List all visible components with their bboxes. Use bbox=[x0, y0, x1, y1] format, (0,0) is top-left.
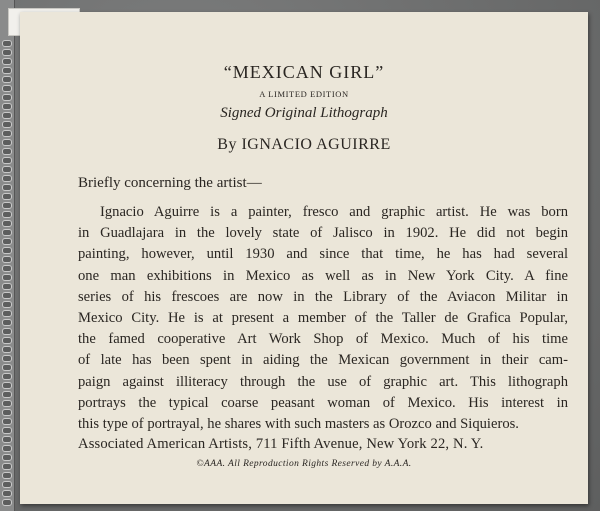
binding-ring bbox=[2, 202, 12, 209]
binding-ring bbox=[2, 283, 12, 290]
body-line: of late has been spent in aiding the Mexican government in their cam- bbox=[78, 352, 568, 369]
body-line: the famed cooperative Art Work Shop of Mexico. Much of his time bbox=[78, 331, 568, 348]
binding-ring bbox=[2, 157, 12, 164]
binding-ring bbox=[2, 418, 12, 425]
binding-ring bbox=[2, 112, 12, 119]
binding-ring bbox=[2, 490, 12, 497]
binding-ring bbox=[2, 481, 12, 488]
binding-ring bbox=[2, 472, 12, 479]
binding-ring bbox=[2, 499, 12, 506]
binding-ring bbox=[2, 265, 12, 272]
binding-ring bbox=[2, 211, 12, 218]
binding-ring bbox=[2, 121, 12, 128]
binding-ring bbox=[2, 346, 12, 353]
binding-ring bbox=[2, 400, 12, 407]
binding-ring bbox=[2, 94, 12, 101]
binding-ring bbox=[2, 355, 12, 362]
binding-ring bbox=[2, 292, 12, 299]
body-line: Ignacio Aguirre is a painter, fresco and graphic artist. He was born bbox=[100, 204, 568, 220]
body-paragraph bbox=[78, 202, 568, 435]
body-line: paign against illiteracy through the use of graphic art. This lithograph bbox=[78, 373, 568, 390]
binding-ring bbox=[2, 427, 12, 434]
binding-ring bbox=[2, 454, 12, 461]
body-line: in Guadlajara in the lovely state of Jalisco in 1902. He did not begin bbox=[78, 225, 568, 242]
body-line: portrays the typical coarse peasant woman of Mexico. His interest in bbox=[78, 394, 568, 411]
binding-ring bbox=[2, 382, 12, 389]
binding-ring bbox=[2, 445, 12, 452]
body-line: Mexico City. He is at present a member of the Taller de Grafica Popular, bbox=[78, 310, 568, 327]
binding-ring bbox=[2, 328, 12, 335]
document-sheet bbox=[20, 12, 588, 504]
binding-ring bbox=[2, 373, 12, 380]
binding-ring bbox=[2, 58, 12, 65]
binding-ring bbox=[2, 103, 12, 110]
body-line: this type of portrayal, he shares with such masters as Orozco and Siquieros. bbox=[78, 416, 519, 433]
binding-ring bbox=[2, 76, 12, 83]
binding-ring bbox=[2, 229, 12, 236]
publisher-address: Associated American Artists, 711 Fifth Avenue, New York 22, N. Y. bbox=[78, 436, 484, 452]
binding-ring bbox=[2, 175, 12, 182]
binding-ring bbox=[2, 139, 12, 146]
binding-ring bbox=[2, 256, 12, 263]
binding-ring bbox=[2, 301, 12, 308]
binding-ring bbox=[2, 247, 12, 254]
document-subtitle: Signed Original Lithograph bbox=[220, 105, 388, 121]
ring-binding bbox=[0, 0, 15, 511]
binding-ring bbox=[2, 220, 12, 227]
intro-heading: Briefly concerning the artist— bbox=[78, 175, 262, 191]
binding-ring bbox=[2, 40, 12, 47]
copyright-notice: ©AAA. All Reproduction Rights Reserved by A.A.A. bbox=[196, 459, 412, 469]
binding-ring bbox=[2, 364, 12, 371]
binding-ring bbox=[2, 166, 12, 173]
binding-ring bbox=[2, 184, 12, 191]
binding-ring bbox=[2, 274, 12, 281]
body-line: one man exhibitions in Mexico as well as in New York City. A fine bbox=[78, 267, 568, 284]
binding-ring bbox=[2, 49, 12, 56]
document-title: “MEXICAN GIRL” bbox=[223, 62, 385, 82]
body-line: series of his frescoes are now in the Library of the Aviacon Militar in bbox=[78, 288, 568, 305]
binding-ring bbox=[2, 436, 12, 443]
binding-ring bbox=[2, 85, 12, 92]
artist-byline: By IGNACIO AGUIRRE bbox=[217, 136, 391, 153]
binding-ring bbox=[2, 238, 12, 245]
edition-label: A LIMITED EDITION bbox=[259, 89, 349, 99]
binding-ring bbox=[2, 148, 12, 155]
binding-ring bbox=[2, 409, 12, 416]
binding-ring bbox=[2, 193, 12, 200]
binding-ring bbox=[2, 337, 12, 344]
binding-ring bbox=[2, 391, 12, 398]
binding-ring bbox=[2, 67, 12, 74]
binding-ring bbox=[2, 310, 12, 317]
binding-ring bbox=[2, 319, 12, 326]
binding-ring bbox=[2, 463, 12, 470]
binding-ring bbox=[2, 130, 12, 137]
body-line: painting, however, until 1930 and since that time, he has had several bbox=[78, 246, 568, 263]
